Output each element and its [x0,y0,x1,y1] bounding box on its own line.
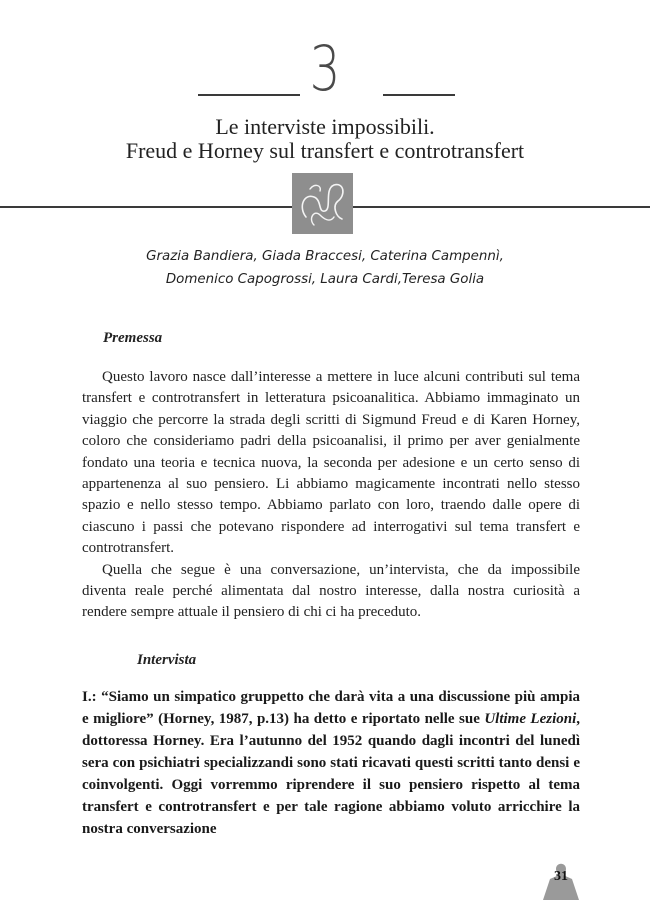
authors [80,245,570,291]
swirl-logo-icon [292,173,353,234]
chapter-number: 3 [309,32,341,105]
chapter-title-line-1: Le interviste impossibili. [215,114,435,139]
body-paragraph-1: Questo lavoro nasce dall’interesse a mettere in luce alcuni contributi sul tema transfert e controtransfert in letteratura psicoanalitica. Abbiamo immaginato un viaggio che percorre la strada degli scritti di Sigmund Freud e di Karen Horney, coloro che consideriamo padri della psicoanalisi, il primo per aver genialmente fondato una teoria e tecnica nuova, la seconda per adesione e un certo senso di appartenenza al suo pensiero. Li abbiamo magicamente incontrati nello stesso spazio e nello stesso tempo. Abbiamo parlato con loro, traendo dalle opere di ciascuno i passi che potevano rispondere ad interrogativi sul tema transfert e controtransfert. [82,369,580,557]
section-heading-intervista: Intervista [137,652,197,668]
interview-question [82,686,580,840]
interview-text-part-2: , dottoressa Horney. Era l’autunno del 1952 quando dagli incontri del lunedì sera con psichiatri specializzandi sono stati ricavati questi scritti tanto densi e coinvolgenti. Oggi vorremmo riprendere il suo pensiero rispetto al tema transfert e controtransfert e per tale ragione abbiamo voluto arricchire la nostra conversazione [82,711,581,837]
chapter-rule-left [198,94,300,96]
interview-text-part-1: I.: “Siamo un simpatico gruppetto che darà vita a una discussione più ampia e migliore” (Horney, 1987, p.13) ha detto e riportato nelle sue [82,689,580,727]
section-heading-premessa: Premessa [103,330,163,346]
page-number: 31 [554,869,568,884]
authors-line-1: Grazia Bandiera, Giada Braccesi, Caterina Campennì, [146,249,504,264]
chapter-title-line-2: Freud e Horney sul transfert e controtransfert [125,138,525,163]
authors-line-2: Domenico Capogrossi, Laura Cardi,Teresa Golia [165,272,485,287]
chapter-title [0,115,650,163]
book-title: Ultime Lezioni [484,711,577,727]
body-text [82,367,580,624]
chapter-rule-right [383,94,455,96]
body-paragraph-2: Quella che segue è una conversazione, un’intervista, che da impossibile diventa reale perché alimentata dal nostro interesse, dalla nostra curiosità a rendere sempre attuale il pensiero di chi ci ha preceduto. [82,561,580,621]
